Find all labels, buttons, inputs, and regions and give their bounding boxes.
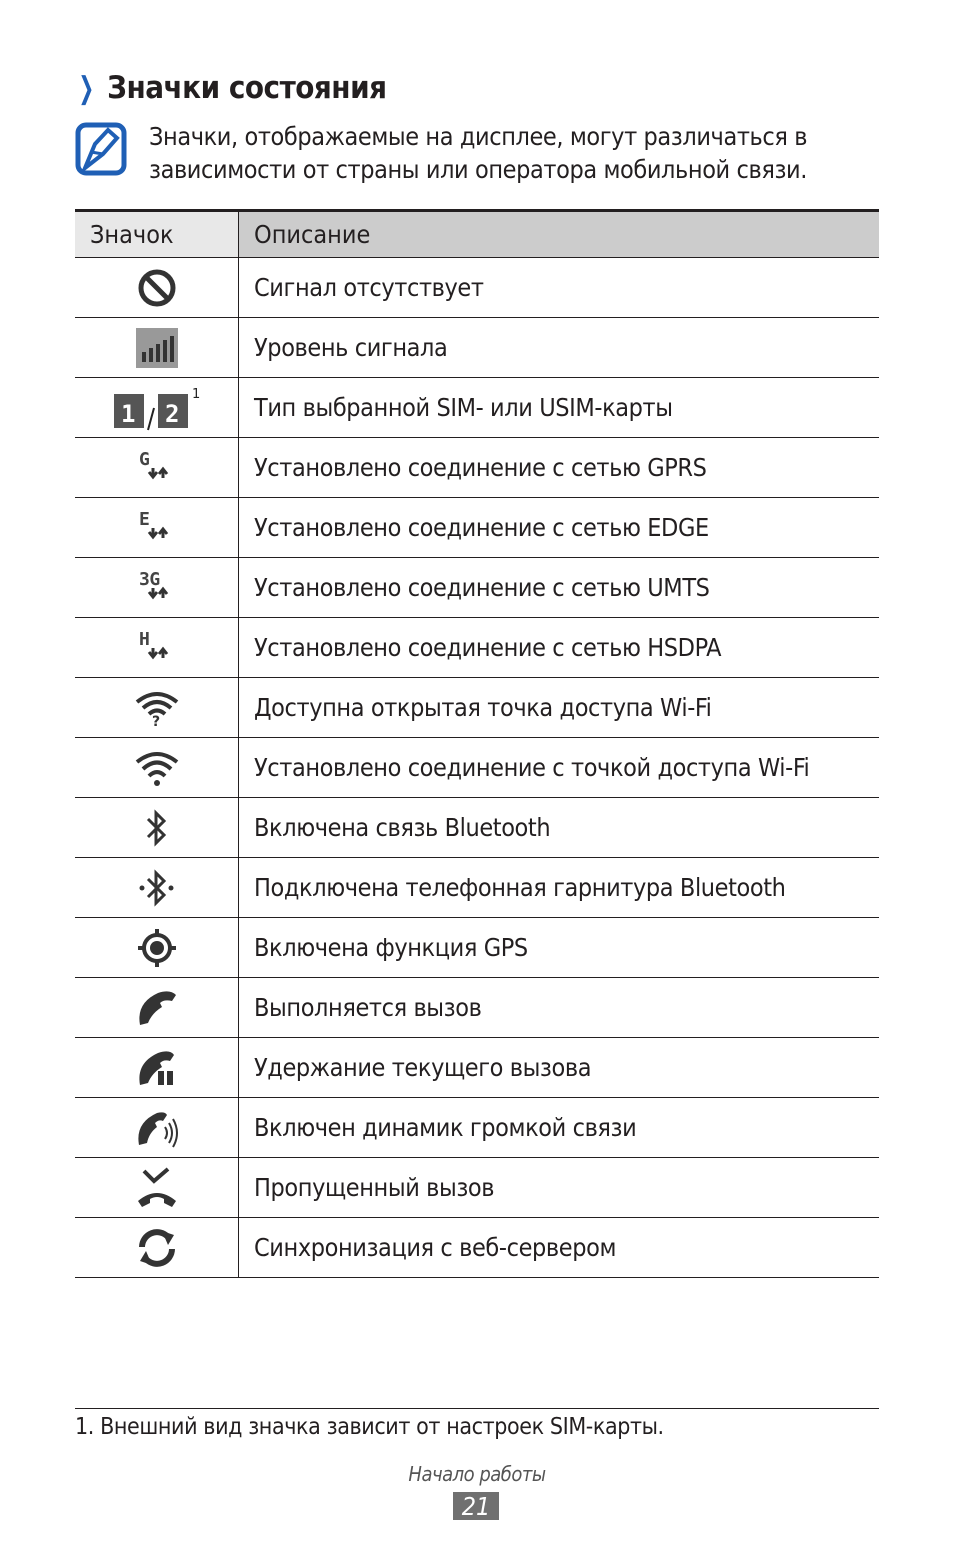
description-cell: Включена функция GPS	[239, 918, 880, 978]
description-cell: Синхронизация с веб-сервером	[239, 1218, 880, 1278]
description-cell: Тип выбранной SIM- или USIM-карты	[239, 378, 880, 438]
icon-cell	[75, 918, 239, 978]
description-cell: Включена связь Bluetooth	[239, 798, 880, 858]
speakerphone-icon	[133, 1112, 181, 1141]
icon-cell	[75, 558, 239, 618]
note	[75, 122, 807, 186]
icon-cell	[75, 858, 239, 918]
icon-cell	[75, 798, 239, 858]
note-pencil-icon	[75, 122, 127, 176]
description-cell: Выполняется вызов	[239, 978, 880, 1038]
footnote-divider	[75, 1408, 879, 1409]
page-number: 21	[453, 1492, 499, 1520]
no-signal-icon	[137, 272, 177, 301]
icon-cell	[75, 678, 239, 738]
section-name: Начало работы	[408, 1462, 546, 1486]
header-icon: Значок	[75, 211, 239, 258]
table-row	[75, 258, 879, 318]
icon-cell	[75, 618, 239, 678]
gprs-icon	[135, 448, 179, 481]
table-row	[75, 1158, 879, 1218]
edge-icon	[135, 508, 179, 541]
footnote: 1. Внешний вид значка зависит от настроек SIM-карты.	[75, 1414, 664, 1440]
svg-text:G: G	[138, 448, 149, 470]
icon-cell	[75, 978, 239, 1038]
bluetooth-headset-icon	[136, 872, 178, 901]
table-row	[75, 438, 879, 498]
icon-cell	[75, 738, 239, 798]
svg-text:3G: 3G	[138, 568, 160, 590]
missed-call-icon	[134, 1172, 180, 1201]
page-title	[75, 70, 387, 106]
table-row	[75, 1038, 879, 1098]
table-row	[75, 858, 879, 918]
table-row	[75, 1098, 879, 1158]
icon-cell	[75, 1038, 239, 1098]
svg-text:1: 1	[120, 399, 135, 428]
title-text: Значки состояния	[107, 70, 387, 106]
note-line-2: зависимости от страны или оператора мобильной связи.	[149, 155, 807, 184]
description-cell: Установлено соединение с сетью EDGE	[239, 498, 880, 558]
call-hold-icon	[134, 1052, 180, 1081]
description-cell: Подключена телефонная гарнитура Bluetooth	[239, 858, 880, 918]
sim-card-icon	[112, 386, 202, 428]
wifi-open-icon	[132, 692, 182, 728]
table-row	[75, 978, 879, 1038]
hsdpa-icon	[135, 628, 179, 661]
table-row	[75, 558, 879, 618]
description-cell: Установлено соединение с сетью GPRS	[239, 438, 880, 498]
description-cell: Доступна открытая точка доступа Wi-Fi	[239, 678, 880, 738]
description-cell: Установлено соединение с сетью UMTS	[239, 558, 880, 618]
svg-text:E: E	[138, 508, 149, 530]
table-row	[75, 918, 879, 978]
description-cell: Установлено соединение с сетью HSDPA	[239, 618, 880, 678]
umts-icon	[135, 568, 179, 601]
icon-cell	[75, 378, 239, 438]
description-cell: Включен динамик громкой связи	[239, 1098, 880, 1158]
icon-cell	[75, 438, 239, 498]
icon-cell	[75, 498, 239, 558]
description-cell: Уровень сигнала	[239, 318, 880, 378]
status-icons-table	[75, 209, 879, 1278]
svg-text:2: 2	[164, 399, 179, 428]
chevron-right-icon: ❯	[78, 70, 94, 106]
table-row	[75, 618, 879, 678]
svg-text:1: 1	[191, 386, 200, 402]
description-cell: Сигнал отсутствует	[239, 258, 880, 318]
table-row	[75, 318, 879, 378]
icon-cell	[75, 1158, 239, 1218]
bluetooth-icon	[142, 812, 172, 841]
description-cell: Удержание текущего вызова	[239, 1038, 880, 1098]
icon-cell	[75, 1098, 239, 1158]
sync-icon	[134, 1232, 180, 1261]
icon-cell	[75, 1218, 239, 1278]
gps-icon	[136, 932, 178, 961]
icon-cell	[75, 258, 239, 318]
table-row	[75, 1218, 879, 1278]
table-row	[75, 738, 879, 798]
description-cell: Пропущенный вызов	[239, 1158, 880, 1218]
description-cell: Установлено соединение с точкой доступа Wi-Fi	[239, 738, 880, 798]
svg-text:?: ?	[151, 713, 160, 728]
table-row	[75, 678, 879, 738]
svg-text:H: H	[138, 628, 149, 650]
icon-cell	[75, 318, 239, 378]
note-line-1: Значки, отображаемые на дисплее, могут различаться в	[149, 122, 808, 151]
call-icon	[134, 992, 180, 1021]
signal-strength-icon	[136, 332, 178, 361]
table-row	[75, 798, 879, 858]
wifi-connected-icon	[132, 752, 182, 781]
header-description: Описание	[239, 211, 880, 258]
table-row	[75, 498, 879, 558]
table-row	[75, 378, 879, 438]
